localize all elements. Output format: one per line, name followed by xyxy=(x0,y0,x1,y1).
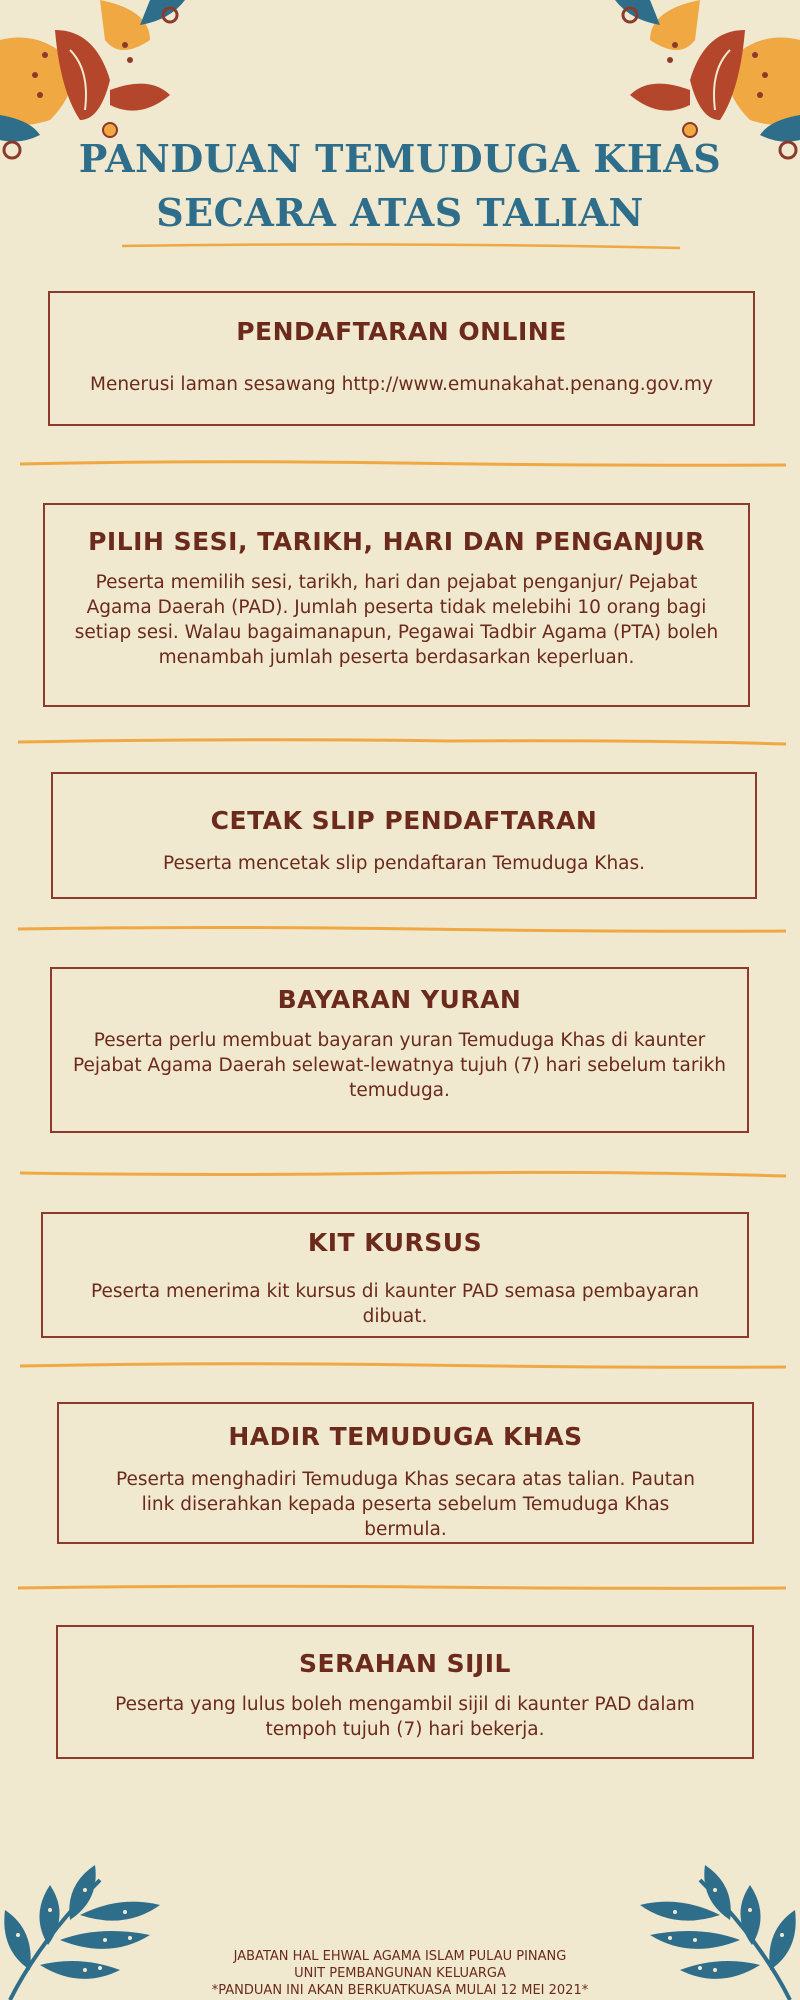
step-card-kit-kursus xyxy=(41,1212,749,1338)
step-heading: SERAHAN SIJIL xyxy=(299,1649,511,1678)
section-divider xyxy=(0,924,800,938)
section-divider xyxy=(0,1582,800,1596)
page-title: PANDUAN TEMUDUGA KHAS xyxy=(78,136,722,181)
step-card-cetak-slip xyxy=(51,772,757,899)
footer-unit: UNIT PEMBANGUNAN KELUARGA xyxy=(294,1966,506,1981)
step-heading: PILIH SESI, TARIKH, HARI DAN PENGANJUR xyxy=(88,527,705,556)
section-divider xyxy=(0,1168,800,1182)
step-heading: BAYARAN YURAN xyxy=(277,985,522,1014)
step-card-hadir-temuduga xyxy=(57,1402,754,1544)
step-card-serahan-sijil xyxy=(56,1625,754,1759)
step-heading: HADIR TEMUDUGA KHAS xyxy=(228,1422,583,1451)
page-subtitle: SECARA ATAS TALIAN xyxy=(156,190,644,235)
footer xyxy=(0,1948,800,1999)
step-card-pendaftaran-online xyxy=(48,291,755,426)
step-heading: CETAK SLIP PENDAFTARAN xyxy=(210,806,598,835)
step-text: Peserta perlu membuat bayaran yuran Temuduga Khas di kaunter Pejabat Agama Daerah selewat-lewatnya tujuh (7) hari sebelum tarikh temuduga. xyxy=(72,1030,727,1101)
section-divider xyxy=(0,736,800,750)
footer-organization: JABATAN HAL EHWAL AGAMA ISLAM PULAU PINANG xyxy=(233,1949,567,1964)
section-divider xyxy=(0,458,800,472)
step-card-pilih-sesi xyxy=(43,503,750,707)
step-card-bayaran-yuran xyxy=(50,967,749,1133)
section-divider xyxy=(0,1360,800,1374)
step-text: Menerusi laman sesawang http://www.emunakahat.penang.gov.my xyxy=(89,374,713,395)
step-text: Peserta menghadiri Temuduga Khas secara atas talian. Pautan link diserahkan kepada peserta sebelum Temuduga Khas bermula. xyxy=(115,1469,696,1540)
step-heading: KIT KURSUS xyxy=(307,1228,483,1257)
step-heading: PENDAFTARAN ONLINE xyxy=(236,317,567,346)
title-divider xyxy=(0,242,800,252)
step-text: Peserta menerima kit kursus di kaunter PAD semasa pembayaran dibuat. xyxy=(90,1281,700,1327)
footer-note: *PANDUAN INI AKAN BERKUATKUASA MULAI 12 MEI 2021* xyxy=(211,1983,589,1998)
step-text: Peserta mencetak slip pendaftaran Temuduga Khas. xyxy=(162,853,646,874)
step-text: Peserta memilih sesi, tarikh, hari dan pejabat penganjur/ Pejabat Agama Daerah (PAD). Jumlah peserta tidak melebihi 10 orang bagi setiap sesi. Walau bagaimanapun, Pegawai Tadbir Agama (PTA) boleh menambah jumlah peserta berdasarkan keperluan. xyxy=(74,572,719,668)
step-text: Peserta yang lulus boleh mengambil sijil di kaunter PAD dalam tempoh tujuh (7) hari bekerja. xyxy=(115,1694,695,1740)
